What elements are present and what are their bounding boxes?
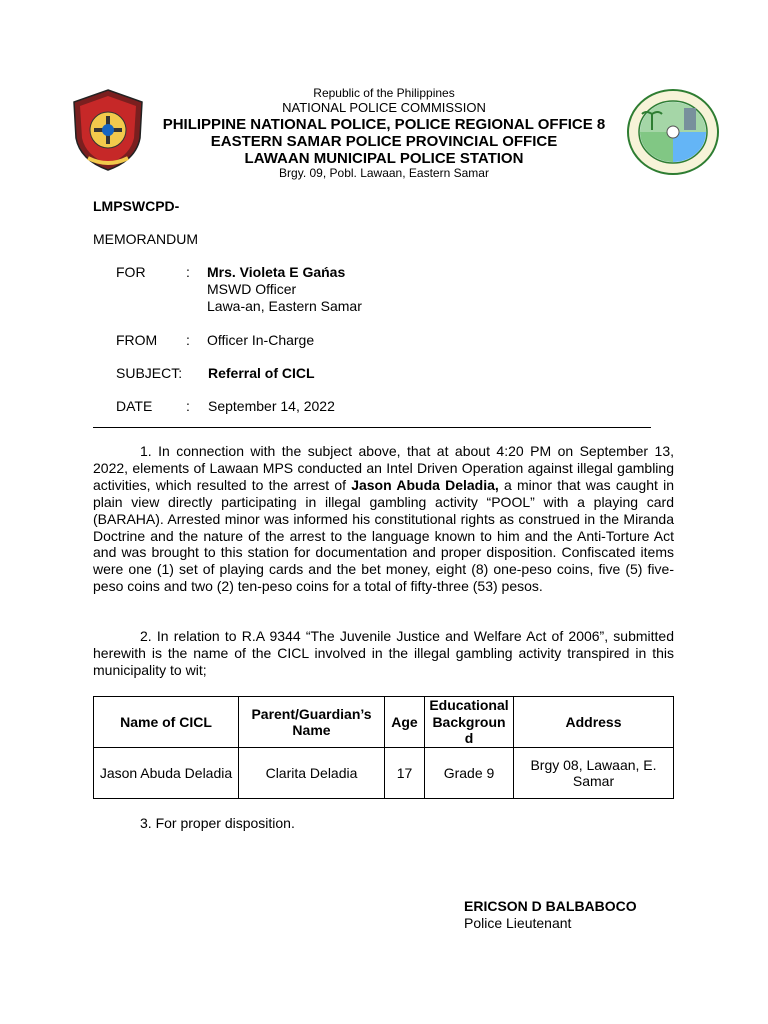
header-station: LAWAAN MUNICIPAL POLICE STATION: [244, 150, 524, 167]
for-title: MSWD Officer: [207, 281, 297, 297]
header-republic: Republic of the Philippines: [313, 86, 455, 100]
col-header-age: Age: [385, 697, 425, 748]
table-header-row: [94, 697, 674, 748]
from-value: Officer In-Charge: [207, 332, 315, 348]
cell-address: Brgy 08, Lawaan, E. Samar: [514, 748, 674, 799]
from-label: FROM: [116, 332, 158, 348]
cell-name: Jason Abuda Deladia: [94, 748, 239, 799]
table-row: [94, 748, 674, 799]
date-colon: :: [186, 398, 190, 414]
paragraph-1: [93, 443, 674, 595]
date-value: September 14, 2022: [208, 398, 335, 414]
for-label: FOR: [116, 264, 146, 280]
separator-line: [93, 427, 651, 428]
for-name: Mrs. Violeta E Gańas: [207, 264, 346, 280]
cell-education: Grade 9: [425, 748, 514, 799]
cell-age: 17: [385, 748, 425, 799]
memo-type: MEMORANDUM: [93, 231, 198, 247]
header-napolcom: NATIONAL POLICE COMMISSION: [282, 100, 486, 115]
date-label: DATE: [116, 398, 153, 414]
header-provincial-office: EASTERN SAMAR POLICE PROVINCIAL OFFICE: [210, 133, 558, 150]
paragraph-3: 3. For proper disposition.: [140, 815, 295, 831]
col-header-parent: Parent/Guardian’s Name: [239, 697, 385, 748]
memo-reference: LMPSWCPD-: [93, 198, 180, 214]
from-colon: :: [186, 332, 190, 348]
header-pnp-region: PHILIPPINE NATIONAL POLICE, POLICE REGIONAL OFFICE 8: [162, 116, 606, 133]
for-place: Lawa-an, Eastern Samar: [207, 298, 362, 314]
header-address: Brgy. 09, Pobl. Lawaan, Eastern Samar: [279, 166, 489, 180]
paragraph-1-rest: a minor that was caught in plain view directly participating in illegal gambling activity “POOL” with a playing card (BARAHA). Arrested minor was informed his constitutional rights as construed in the Miranda Doctrine and the nature of the arrest to the language known to him and the Anti-Torture Act and was brought to this station for documentation and proper disposition. Confiscated items were one (1) set of playing cards and the bet money, eight (8) one-peso coins, five (5) five-peso coins and two (2) ten-peso coins for a total of fifty-three (53) pesos.: [93, 476, 674, 595]
signatory-name: ERICSON D BALBABOCO: [464, 898, 637, 914]
subject-label: SUBJECT:: [116, 365, 183, 381]
subject-value: Referral of CICL: [208, 365, 315, 381]
col-header-address: Address: [514, 697, 674, 748]
signatory-rank: Police Lieutenant: [464, 915, 572, 931]
paragraph-2: 2. In relation to R.A 9344 “The Juvenile Justice and Welfare Act of 2006”, submitted herewith is the name of the CICL involved in the illegal gambling activity transpired in this municipality to wit;: [93, 628, 674, 678]
for-colon: :: [186, 264, 190, 280]
paragraph-1-start: 1. In connection with the subject above, that at about 4:20 PM on September 13, 2022, elements of Lawaan MPS conducted an Intel Driven Operation against illegal gambling activities, which resulted to the arrest of: [93, 443, 674, 493]
col-header-name: Name of CICL: [94, 697, 239, 748]
cicl-table: [93, 696, 674, 799]
cell-parent: Clarita Deladia: [239, 748, 385, 799]
col-header-education: Educational Backgroun d: [425, 697, 514, 748]
arrested-minor-name: Jason Abuda Deladia,: [351, 476, 499, 493]
